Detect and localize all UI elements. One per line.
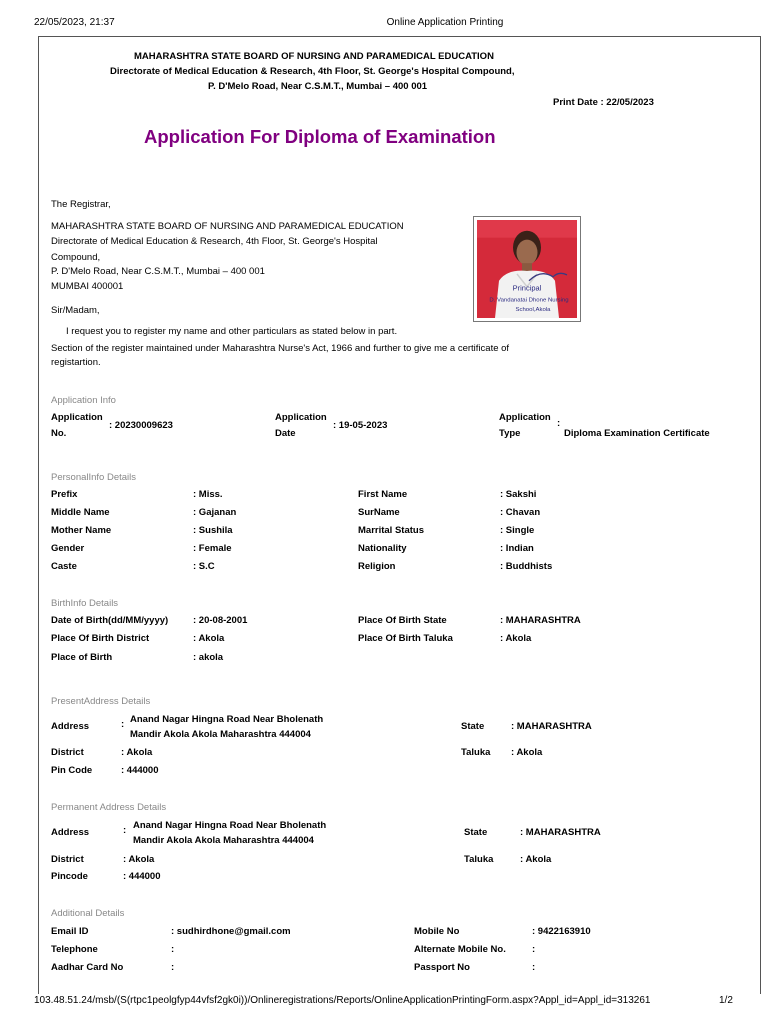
- present-pin-label: Pin Code: [51, 765, 93, 776]
- applicant-photo: [473, 216, 581, 322]
- application-no-value: : 20230009623: [109, 420, 173, 431]
- stamp-school-city: School,Akola: [515, 307, 551, 314]
- permanent-address-line2: Mandir Akola Akola Maharashtra 444004: [133, 835, 314, 846]
- field-value: : 20-08-2001: [193, 615, 248, 626]
- permanent-address-line1: Anand Nagar Hingna Road Near Bholenath: [133, 820, 327, 831]
- letter-to-line: MAHARASHTRA STATE BOARD OF NURSING AND PARAMEDICAL EDUCATION: [51, 221, 404, 232]
- stamp-principal: Principal: [512, 283, 542, 293]
- letter-body-line: Section of the register maintained under Maharashtra Nurse's Act, 1966 and further to give me a certificate of: [51, 343, 510, 354]
- field-label: Place of Birth: [51, 652, 113, 663]
- field-value: : Akola: [500, 633, 532, 644]
- permanent-district-label: District: [51, 854, 84, 865]
- print-datetime: 22/05/2023, 21:37: [34, 17, 115, 28]
- section-heading-permanent-address: Permanent Address Details: [51, 802, 167, 813]
- present-district-label: District: [51, 747, 84, 758]
- permanent-state-label: State: [464, 827, 488, 838]
- field-label: Alternate Mobile No.: [414, 944, 506, 955]
- field-value: : Akola: [193, 633, 225, 644]
- application-type-label: Type: [499, 428, 521, 439]
- email-value: : sudhirdhone@gmail.com: [171, 926, 291, 937]
- field-value: : Buddhists: [500, 561, 553, 572]
- letter-to: The Registrar,: [51, 199, 111, 210]
- field-value: : Chavan: [500, 507, 541, 518]
- field-value: : Gajanan: [193, 507, 237, 518]
- field-value: :: [171, 944, 175, 955]
- present-address-line1: Anand Nagar Hingna Road Near Bholenath: [130, 714, 324, 725]
- present-pin-value: : 444000: [121, 765, 159, 776]
- permanent-address-label: Address: [51, 827, 90, 838]
- field-label: Caste: [51, 561, 77, 572]
- applicant-photo-image: [477, 220, 577, 318]
- field-label: Religion: [358, 561, 396, 572]
- field-value: :: [532, 962, 536, 973]
- print-date: Print Date : 22/05/2023: [553, 97, 654, 108]
- permanent-state-value: : MAHARASHTRA: [520, 827, 601, 838]
- permanent-district-value: : Akola: [123, 854, 155, 865]
- present-address-line2: Mandir Akola Akola Maharashtra 444004: [130, 729, 311, 740]
- letter-body-line: registartion.: [51, 357, 101, 368]
- field-label: Place Of Birth District: [51, 633, 150, 644]
- application-date-label: Application: [275, 412, 327, 423]
- section-heading-additional: Additional Details: [51, 908, 125, 919]
- field-label: Mother Name: [51, 525, 112, 536]
- present-taluka-value: : Akola: [511, 747, 543, 758]
- page-title: Application For Diploma of Examination: [144, 126, 496, 147]
- field-value: : MAHARASHTRA: [500, 615, 581, 626]
- present-state-value: : MAHARASHTRA: [511, 721, 592, 732]
- field-label: First Name: [358, 489, 408, 500]
- permanent-pin-value: : 444000: [123, 871, 161, 882]
- section-heading-present-address: PresentAddress Details: [51, 696, 151, 707]
- letter-to-line: Compound,: [51, 252, 101, 263]
- board-address-line2: P. D'Melo Road, Near C.S.M.T., Mumbai – 400 001: [208, 81, 428, 92]
- field-value: : Indian: [500, 543, 534, 554]
- field-value: : Sushila: [193, 525, 233, 536]
- field-label: Passport No: [414, 962, 470, 973]
- print-url: 103.48.51.24/msb/(S(rtpc1peolgfyp44vfsf2gk0i))/Onlineregistrations/Reports/OnlineApplicationPrintingForm.aspx?Appl_id=Appl_id=313261: [34, 995, 651, 1006]
- letter-to-line: Directorate of Medical Education & Research, 4th Floor, St. George's Hospital: [51, 236, 378, 247]
- permanent-taluka-value: : Akola: [520, 854, 552, 865]
- field-label: Marrital Status: [358, 525, 424, 536]
- field-label: Prefix: [51, 489, 78, 500]
- application-no-label: No.: [51, 428, 67, 439]
- letter-greeting: Sir/Madam,: [51, 305, 100, 316]
- application-date-value: : 19-05-2023: [333, 420, 388, 431]
- field-label: Email ID: [51, 926, 89, 937]
- print-page-title: Online Application Printing: [386, 17, 504, 28]
- print-header: [0, 17, 768, 31]
- field-value: : Female: [193, 543, 232, 554]
- application-type-value: Diploma Examination Certificate: [564, 428, 710, 439]
- section-heading-application-info: Application Info: [51, 395, 116, 406]
- present-address-colon: :: [121, 719, 125, 730]
- field-label: Middle Name: [51, 507, 110, 518]
- application-type-colon: :: [557, 418, 561, 429]
- present-district-value: : Akola: [121, 747, 153, 758]
- field-label: Place Of Birth State: [358, 615, 447, 626]
- field-label: Gender: [51, 543, 85, 554]
- board-address-line1: Directorate of Medical Education & Research, 4th Floor, St. George's Hospital Compound,: [110, 66, 515, 77]
- field-label: Date of Birth(dd/MM/yyyy): [51, 615, 169, 626]
- field-value: : akola: [193, 652, 224, 663]
- field-value: :: [532, 944, 536, 955]
- stamp-school-name: D. Vandanatai Dhone Nursing: [489, 297, 569, 304]
- field-value: : Single: [500, 525, 535, 536]
- section-heading-birth-info: BirthInfo Details: [51, 598, 119, 609]
- application-no-label: Application: [51, 412, 103, 423]
- field-label: Mobile No: [414, 926, 460, 937]
- field-label: Telephone: [51, 944, 98, 955]
- letter-to-line: MUMBAI 400001: [51, 281, 124, 292]
- field-value: : Sakshi: [500, 489, 537, 500]
- present-address-label: Address: [51, 721, 90, 732]
- board-name: MAHARASHTRA STATE BOARD OF NURSING AND PARAMEDICAL EDUCATION: [134, 51, 494, 62]
- field-label: Place Of Birth Taluka: [358, 633, 453, 644]
- present-taluka-label: Taluka: [461, 747, 491, 758]
- field-value: : Miss.: [193, 489, 223, 500]
- letter-body-line: I request you to register my name and other particulars as stated below in part.: [66, 326, 398, 337]
- letter-to-line: P. D'Melo Road, Near C.S.M.T., Mumbai – 400 001: [51, 266, 265, 277]
- permanent-taluka-label: Taluka: [464, 854, 494, 865]
- mobile-value: : 9422163910: [532, 926, 591, 937]
- application-date-label: Date: [275, 428, 296, 439]
- present-state-label: State: [461, 721, 485, 732]
- section-heading-personal-info: PersonalInfo Details: [51, 472, 137, 483]
- application-type-label: Application: [499, 412, 551, 423]
- field-value: : S.C: [193, 561, 215, 572]
- field-label: Aadhar Card No: [51, 962, 124, 973]
- field-label: SurName: [358, 507, 400, 518]
- permanent-address-colon: :: [123, 825, 127, 836]
- permanent-pin-label: Pincode: [51, 871, 88, 882]
- field-value: :: [171, 962, 175, 973]
- field-label: Nationality: [358, 543, 407, 554]
- print-page-number: 1/2: [719, 995, 733, 1006]
